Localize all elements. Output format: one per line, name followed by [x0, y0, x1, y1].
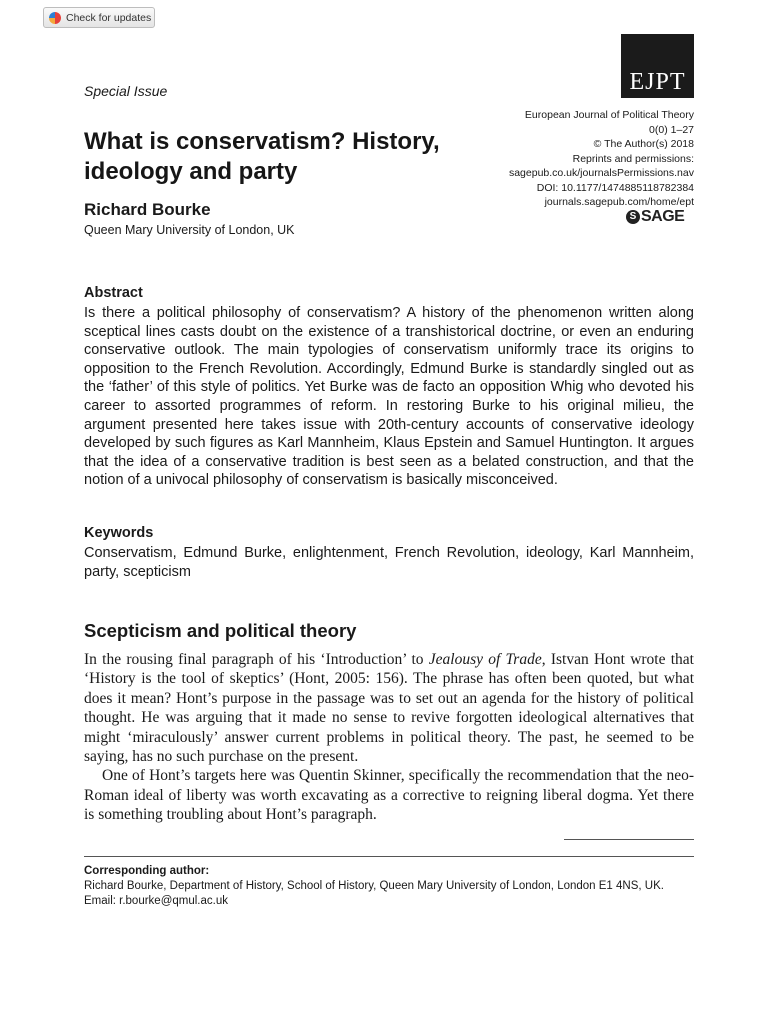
permissions-link[interactable]: sagepub.co.uk/journalsPermissions.nav: [508, 167, 694, 179]
paragraph-1-text-start: In the rousing final paragraph of his ‘Introduction’ to: [84, 651, 429, 668]
copyright-line: © The Author(s) 2018: [593, 138, 694, 150]
corresponding-author-heading: Corresponding author:: [84, 865, 210, 877]
sage-logo: [626, 208, 684, 226]
corresponding-author-address: Richard Bourke, Department of History, School of History, Queen Mary University of London, London E1 4NS, UK.: [84, 880, 664, 892]
author-name: Richard Bourke: [84, 200, 211, 219]
logo-bar: [653, 0, 656, 30]
text-end-rule: [564, 839, 694, 840]
body-text: [84, 650, 694, 825]
author-affiliation: Queen Mary University of London, UK: [84, 223, 295, 237]
journal-volume: 0(0) 1–27: [649, 123, 694, 136]
sage-logo-text: SAGE: [641, 208, 685, 225]
keywords-text: Conservatism, Edmund Burke, enlightenment, French Revolution, ideology, Karl Mannheim, party, scepticism: [84, 545, 694, 580]
book-title: Jealousy of Trade: [428, 651, 542, 668]
corresponding-author-note: [84, 864, 694, 909]
journal-logo: [621, 34, 694, 98]
journal-homepage-link[interactable]: journals.sagepub.com/home/ept: [544, 196, 694, 208]
footnote-divider: [84, 856, 694, 857]
check-for-updates-label: Check for updates: [66, 11, 152, 24]
doi-line[interactable]: DOI: 10.1177/1474885118782384: [536, 181, 694, 194]
special-issue-label: Special Issue: [84, 83, 168, 99]
keywords-heading: Keywords: [84, 525, 154, 541]
corresponding-author-email[interactable]: Email: r.bourke@qmul.ac.uk: [84, 895, 228, 907]
check-for-updates-button[interactable]: [43, 7, 155, 28]
abstract-heading: Abstract: [84, 285, 143, 301]
section-heading: Scepticism and political theory: [84, 620, 357, 641]
journal-name: European Journal of Political Theory: [524, 109, 694, 121]
paragraph-1-text-end: , Istvan Hont wrote that ‘History is the tool of skeptics’ (Hont, 2005: 156). The phrase has often been quoted, but what does it mean? Hont’s purpose in the passage was to set out an agenda for the history of political thought. He was arguing that it made no sense to revive forgotten ideological alternatives that might ‘miraculously’ answer current problems in political theory. The past, he seemed to be saying, has no such purchase on the present.: [84, 651, 694, 766]
crossmark-icon: [49, 12, 61, 24]
article-title: What is conservatism? History, ideology and party: [84, 128, 440, 185]
journal-logo-text: EJPT: [629, 69, 686, 95]
abstract-text: Is there a political philosophy of conservatism? A history of the phenomenon written along sceptical lines casts doubt on the existence of a transhistorical doctrine, or even an enduring conservative outlook. The main typologies of conservatism uniformly trace its origins to opposition to the French Revolution. Accordingly, Edmund Burke is standardly singled out as the ‘father’ of this style of politics. Yet Burke was de facto an opposition Whig who devoted his career to assorted programmes of reform. In restoring Burke to his original milieu, the argument presented here takes issue with 20th-century accounts of conservative ideology developed by such figures as Karl Mannheim, Klaus Epstein and Samuel Huntington. It argues that the idea of a conservative tradition is best seen as a belated construction, and that the notion of a univocal philosophy of conservatism is basically misconceived.: [84, 305, 694, 489]
reprints-label: Reprints and permissions:: [572, 152, 694, 165]
body-paragraph-1: [84, 650, 694, 766]
body-paragraph-2: One of Hont’s targets here was Quentin Skinner, specifically the recommendation that the neo-Roman ideal of liberty was worth excavating as a corrective to reigning liberal dogma. Yet there is something troubling about Hont’s paragraph.: [84, 767, 694, 824]
sage-mark-icon: S: [626, 210, 640, 224]
